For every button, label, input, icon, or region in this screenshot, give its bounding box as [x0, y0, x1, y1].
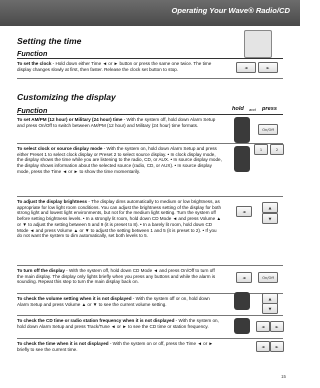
brightness-item	[17, 199, 222, 239]
on-off-button-icon: On/Off	[258, 272, 278, 283]
alarm-setup-button-icon	[234, 292, 250, 310]
time-right-button-icon: ►	[270, 341, 284, 352]
check-time-item	[17, 341, 222, 352]
cd-mode-button-icon: ◄	[236, 272, 252, 283]
alarm-setup-button-icon	[234, 146, 250, 172]
item-title: To set the clock	[17, 61, 52, 66]
item-title: To check the CD time or radio station frequency when it is not displayed	[17, 318, 175, 323]
header-title: Operating Your Wave® Radio/CD	[171, 6, 290, 15]
alarm-setup-button-icon	[234, 117, 250, 143]
section-heading-customizing: Customizing the display	[17, 92, 116, 102]
display-mode-item	[17, 146, 222, 175]
header-bar	[0, 0, 300, 26]
time-left-button-icon: ◄	[256, 341, 270, 352]
column-hold: hold	[232, 106, 244, 112]
item-title: To check the time when it is not displayed	[17, 341, 109, 346]
item-title: To set AM/PM (12 hour) or Military (24 hour) time	[17, 117, 123, 122]
volume-down-button-icon: ▼	[262, 303, 278, 314]
item-text: - Hold down either Time ◄ or ► button or press the same one twice. The time display changes slowly at first, then faster. Release the clock set button to stop.	[17, 61, 212, 72]
divider	[17, 315, 283, 316]
check-volume-item	[17, 296, 222, 307]
on-off-button-icon: On/Off	[258, 124, 278, 135]
turn-off-display-item	[17, 268, 222, 285]
volume-up-button-icon: ▲	[262, 293, 278, 304]
item-title: To select clock or source display mode	[17, 146, 103, 151]
alarm-setup-button-icon	[234, 318, 250, 334]
volume-down-button-icon: ▼	[262, 213, 278, 224]
preset-2-button-icon: 2	[270, 144, 284, 155]
volume-up-button-icon: ▲	[262, 202, 278, 213]
page-number: 15	[281, 374, 286, 379]
item-text: - With the system on, hold down Alarm Setup and press Track/Tune ◄ or ► to see the CD time or station frequency.	[17, 318, 219, 329]
item-text: - With the system on, hold down Alarm Setup and press either Preset 1 to select clock display or Preset 2 to select source display. • In clock display mode, the display shows the time while you are listening to the radio, CD, or AUX. • In source display mode, the display shows information about the selected source (radio, CD, or AUX). • In source display mode, press the Time ◄ or ► to show the time momentarily.	[17, 146, 222, 174]
column-and: and	[249, 107, 256, 112]
item-text: - The display dims automatically to medium or low brightness, as appropriate for low light room conditions. You can adjust the brightness setting of the display for both strong light and lowest light environments, but not for the medium light setting. Turn the system off before setting brightness levels. • In a strongly lit room, hold down CD Mode ◄ and press Volume ▲ or ▼ to adjust the setting between 5 and 9 (it is preset to 8). • In a barely lit room, hold down CD Mode ◄ and press Volume ▲ or ▼ to adjust the setting between 1 and 5 (it is preset to 2). • If you do not want the system to dim automatically, set both levels to 5.	[17, 199, 222, 239]
remote-illustration	[244, 30, 272, 58]
set-clock-item	[17, 61, 222, 72]
item-title: To turn off the display	[17, 268, 65, 273]
time-right-button-icon: ►	[258, 62, 278, 73]
item-text: - With the system on or off, press the Time ◄ or ► briefly to see the current time.	[17, 341, 214, 352]
check-cd-time-item	[17, 318, 222, 329]
item-title: To adjust the display brightness	[17, 199, 88, 204]
item-text: - With the system off, hold down Alarm Setup and press On/Off to switch between AM/PM (12 hour) and Military (24 hour) time formats.	[17, 117, 216, 128]
column-press: press	[262, 106, 277, 112]
divider	[17, 114, 283, 115]
item-text: - With the system off, hold down CD Mode ◄ and press On/Off to turn off the main display. The display only lights briefly when you press any buttons and while the alarm is sounding. Repeat this step to turn the main display back on.	[17, 268, 216, 285]
divider	[17, 78, 283, 79]
track-tune-left-button-icon: ◄	[256, 321, 270, 332]
item-title: To check the volume setting when it is not displayed	[17, 296, 132, 301]
function-label: Function	[17, 49, 48, 58]
ampm-item	[17, 117, 222, 128]
divider	[17, 338, 283, 339]
divider	[17, 143, 283, 144]
divider	[17, 265, 283, 266]
track-tune-right-button-icon: ►	[270, 321, 284, 332]
divider	[17, 196, 283, 197]
time-left-button-icon: ◄	[236, 62, 256, 73]
item-text: - With the system off or on, hold down Alarm Setup and press Volume ▲ or ▼ to see the current volume setting.	[17, 296, 210, 307]
section-heading-setting-time: Setting the time	[17, 36, 82, 46]
function-label: Function	[17, 106, 48, 115]
preset-1-button-icon: 1	[254, 144, 268, 155]
divider	[17, 58, 283, 59]
cd-mode-button-icon: ◄	[236, 206, 252, 217]
